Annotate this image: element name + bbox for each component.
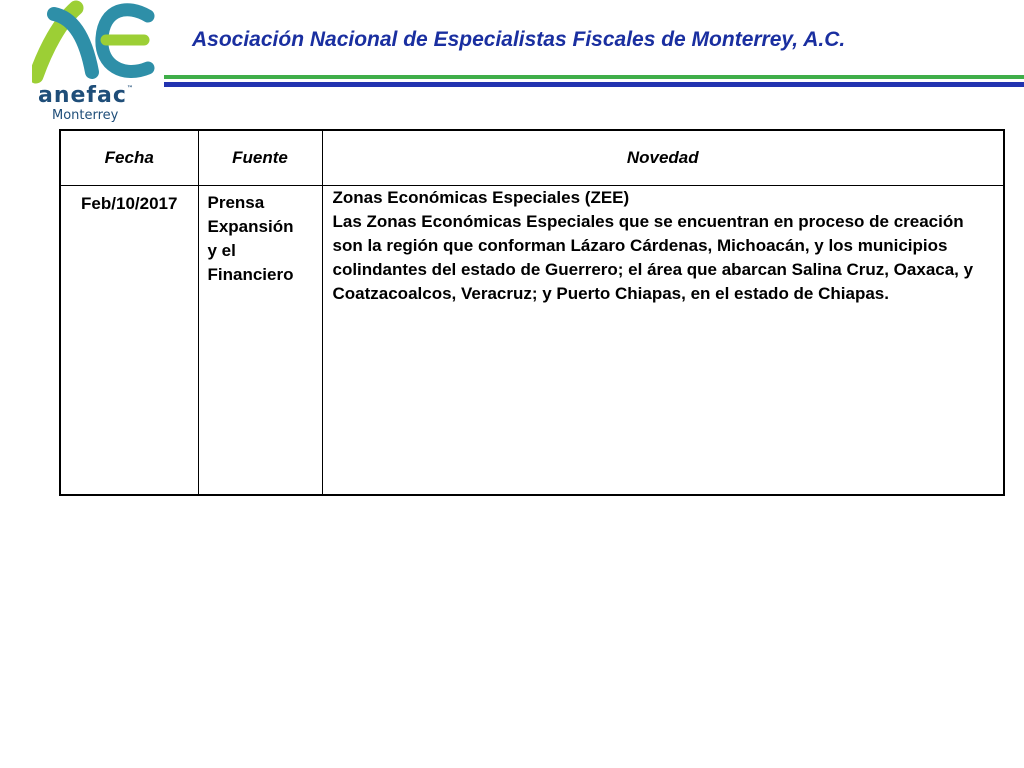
- header-rule-green: [164, 75, 1024, 79]
- news-table: [59, 129, 1005, 496]
- header-rule-blue: [164, 82, 1024, 87]
- novedad-title: Zonas Económicas Especiales (ZEE): [332, 188, 630, 207]
- brand-city: Monterrey: [52, 108, 119, 123]
- cell-fecha: Feb/10/2017: [60, 186, 198, 496]
- cell-fuente: [198, 186, 322, 496]
- col-header-fecha: Fecha: [60, 130, 198, 186]
- fuente-line: Financiero: [207, 265, 294, 284]
- col-header-novedad: Novedad: [322, 130, 1004, 186]
- fuente-line: Expansión: [207, 217, 294, 236]
- fuente-line: Prensa: [207, 193, 265, 212]
- table-header-row: [60, 130, 1004, 186]
- table-row: [60, 186, 1004, 496]
- page-title: Asociación Nacional de Especialistas Fiscales de Monterrey, A.C.: [192, 28, 846, 51]
- anefac-logo: [32, 0, 162, 128]
- col-header-fuente: Fuente: [198, 130, 322, 186]
- brand-wordmark: anefac™: [38, 83, 134, 108]
- fuente-line: y el: [207, 241, 236, 260]
- cell-novedad: [322, 186, 1004, 496]
- novedad-body: Las Zonas Económicas Especiales que se encuentran en proceso de creación son la región que conforman Lázaro Cárdenas, Michoacán, y los municipios colindantes del estado de Guerrero; el área que abarcan Salina Cruz, Oaxaca, y Coatzacoalcos, Veracruz; y Puerto Chiapas, en el estado de Chiapas.: [332, 212, 974, 303]
- anefac-logo-mark: [32, 0, 162, 84]
